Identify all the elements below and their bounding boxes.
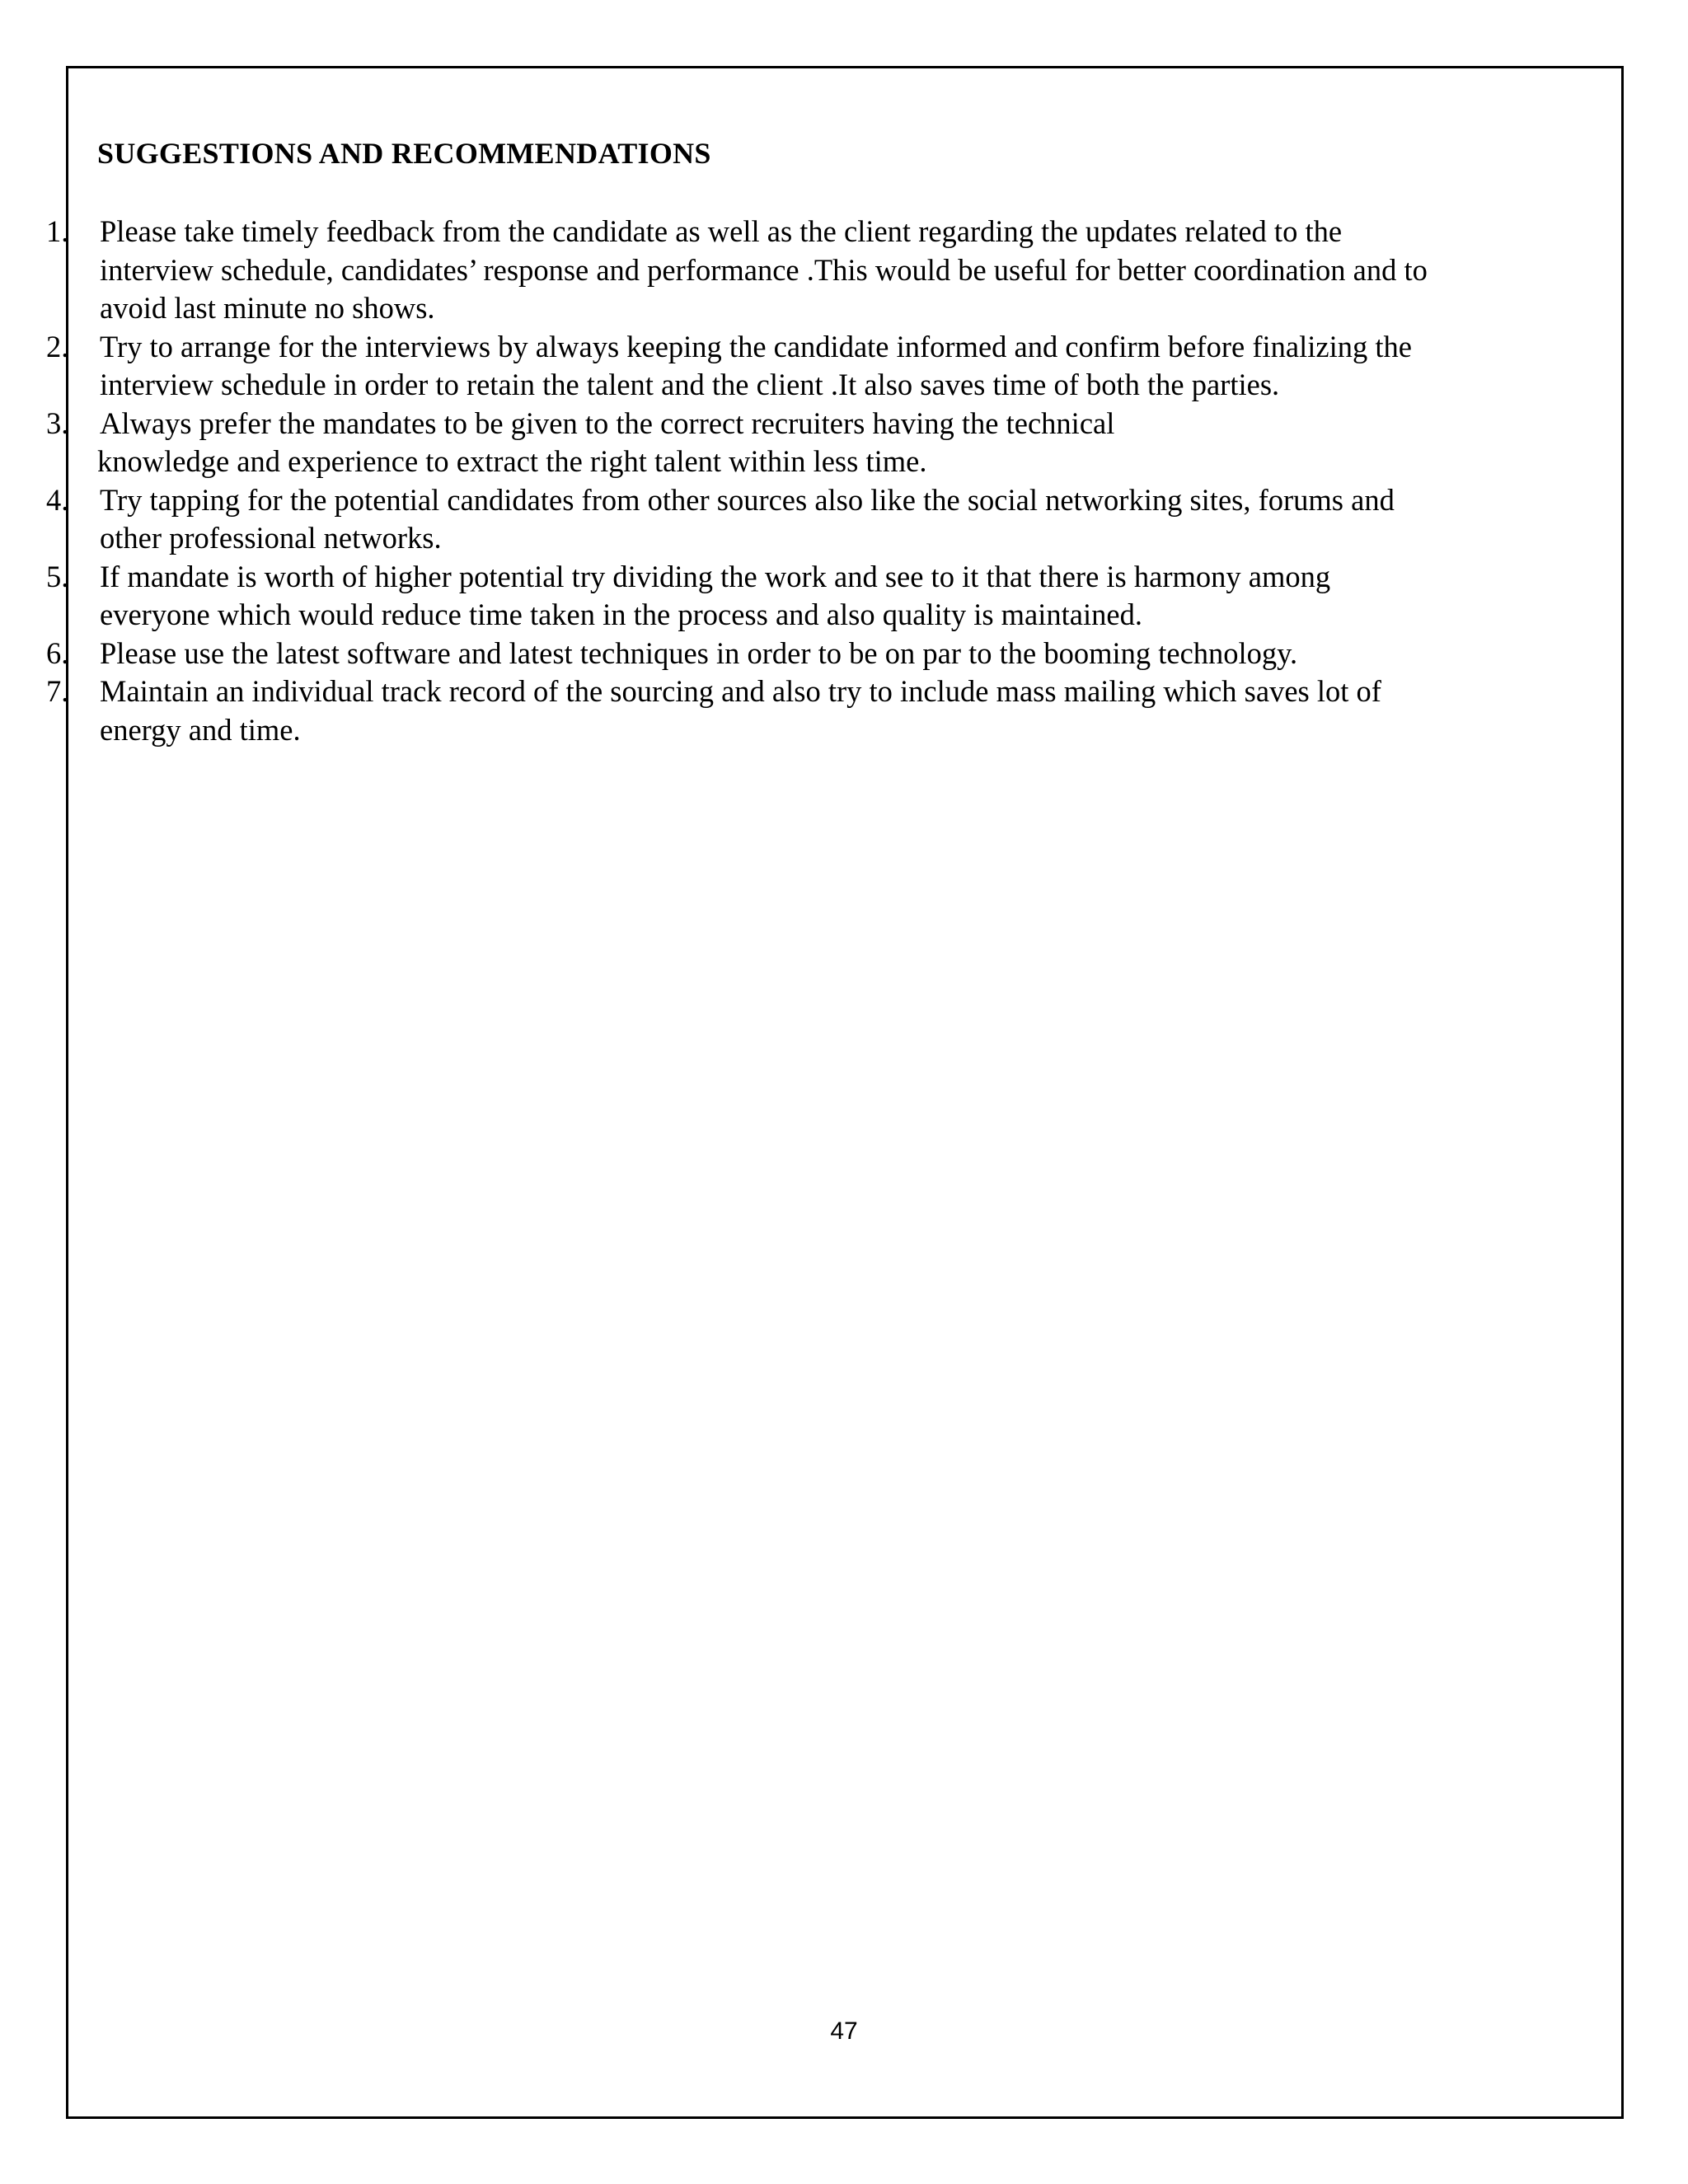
item-number: 6.: [46, 635, 69, 670]
recommendation-item-4: [0, 481, 1566, 558]
item-text-line: If mandate is worth of higher potential try dividing the work and see to it that there is harmony among: [100, 559, 1331, 593]
item-text-line: energy and time.: [100, 712, 301, 747]
item-text-line: Always prefer the mandates to be given to the correct recruiters having the technical: [100, 405, 1115, 440]
item-number: 5.: [46, 559, 69, 593]
recommendation-item-1: [0, 213, 1566, 328]
item-text-line: other professional networks.: [100, 521, 442, 555]
item-text-line: everyone which would reduce time taken in the process and also quality is maintained.: [100, 598, 1142, 631]
item-text-line: Try tapping for the potential candidates from other sources also like the social networking sites, forums and: [100, 482, 1395, 517]
item-text-line: Try to arrange for the interviews by always keeping the candidate informed and confirm before finalizing the: [100, 329, 1412, 363]
item-text-line: knowledge and experience to extract the right talent within less time.: [97, 444, 927, 478]
recommendation-item-3: [0, 405, 1566, 481]
item-number: 7.: [46, 674, 69, 708]
item-text-line: interview schedule in order to retain the talent and the client .It also saves time of both the parties.: [100, 368, 1280, 401]
recommendation-item-5: [0, 558, 1566, 635]
item-text-line: avoid last minute no shows.: [100, 291, 435, 325]
item-text-line: Please use the latest software and latest techniques in order to be on par to the booming technology.: [100, 635, 1298, 670]
recommendation-item-2: [0, 328, 1566, 405]
item-number: 4.: [46, 482, 69, 517]
recommendation-item-6: [0, 635, 1566, 673]
item-number: 2.: [46, 329, 69, 363]
item-number: 1.: [46, 214, 69, 248]
item-number: 3.: [46, 405, 69, 440]
recommendations-list: [0, 213, 1566, 749]
item-text-line: Maintain an individual track record of the sourcing and also try to include mass mailing which saves lot of: [100, 674, 1381, 708]
section-heading: SUGGESTIONS AND RECOMMENDATIONS: [97, 137, 711, 170]
recommendation-item-7: [0, 673, 1566, 749]
page-number: 47: [830, 2018, 858, 2045]
item-text-line: interview schedule, candidates’ response and performance .This would be useful for better coordination and to: [100, 252, 1428, 287]
item-text-line: Please take timely feedback from the candidate as well as the client regarding the updates related to the: [100, 214, 1343, 248]
